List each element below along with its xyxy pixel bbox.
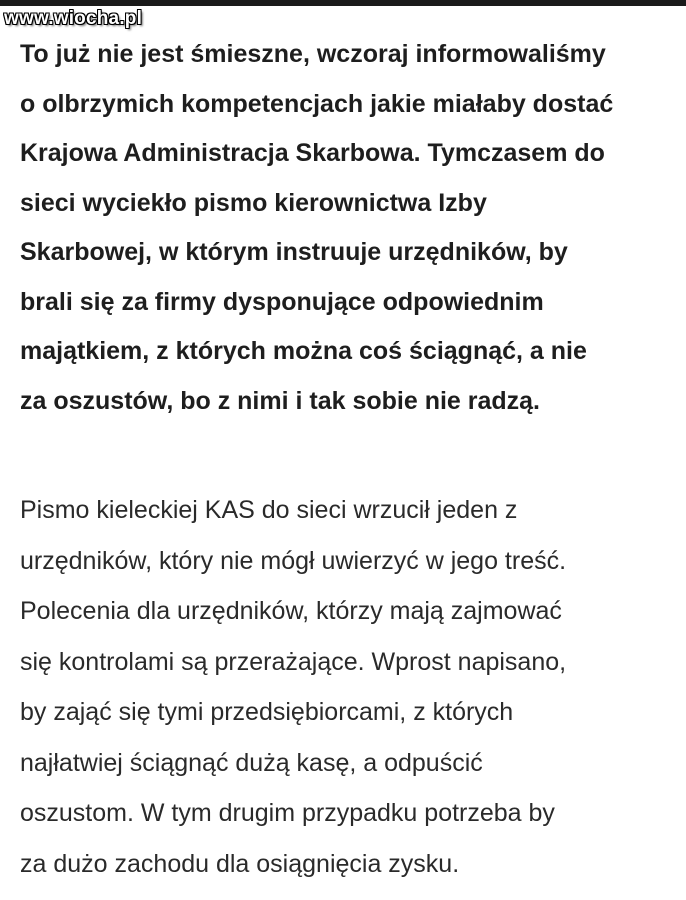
body-paragraph — [20, 485, 670, 889]
lead-line: To już nie jest śmieszne, wczoraj informowaliśmy — [20, 40, 606, 68]
body-line: oszustom. W tym drugim przypadku potrzeba by — [20, 799, 555, 827]
lead-line: Krajowa Administracja Skarbowa. Tymczasem do — [20, 139, 605, 167]
lead-line: Skarbowej, w którym instruuje urzędników, by — [20, 238, 568, 266]
body-line: Polecenia dla urzędników, którzy mają zajmować — [20, 597, 562, 625]
lead-line: za oszustów, bo z nimi i tak sobie nie radzą. — [20, 386, 541, 415]
article — [20, 30, 670, 889]
lead-line: o olbrzymich kompetencjach jakie miałaby dostać — [20, 89, 614, 118]
body-line: urzędników, który nie mógł uwierzyć w jego treść. — [20, 546, 567, 575]
top-bar — [0, 0, 686, 6]
lead-paragraph — [20, 30, 670, 426]
body-line: by zająć się tymi przedsiębiorcami, z których — [20, 698, 514, 726]
body-line: Pismo kieleckiej KAS do sieci wrzucił jeden z — [20, 496, 518, 524]
body-line: się kontrolami są przerażające. Wprost napisano, — [20, 647, 567, 676]
lead-line: majątkiem, z których można coś ściągnąć, a nie — [20, 337, 587, 365]
lead-line: brali się za firmy dysponujące odpowiednim — [20, 287, 544, 316]
site-watermark: www.wiocha.pl — [4, 8, 143, 29]
lead-line: sieci wyciekło pismo kierownictwa Izby — [20, 188, 487, 217]
body-line: najłatwiej ściągnąć dużą kasę, a odpuścić — [20, 748, 483, 777]
body-line: za dużo zachodu dla osiągnięcia zysku. — [20, 849, 460, 878]
